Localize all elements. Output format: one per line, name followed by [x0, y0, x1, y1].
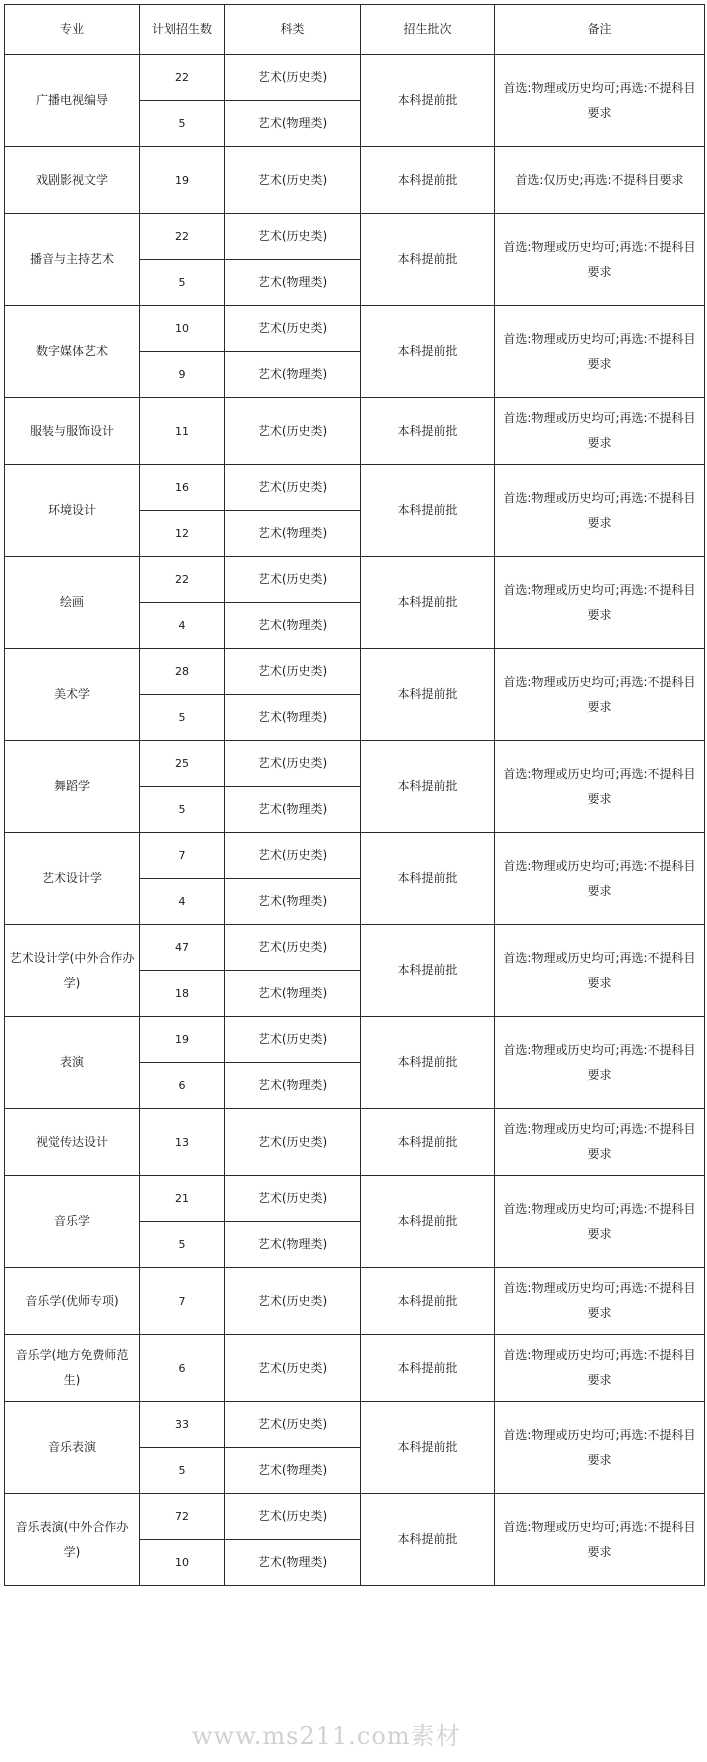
category-cell: 艺术(物理类) — [225, 787, 361, 833]
header-plan-count: 计划招生数 — [140, 5, 225, 55]
plan-count-cell: 47 — [140, 925, 225, 971]
note-cell: 首选:物理或历史均可;再选:不提科目要求 — [495, 741, 705, 833]
category-cell: 艺术(物理类) — [225, 603, 361, 649]
plan-count-cell: 28 — [140, 649, 225, 695]
note-cell: 首选:物理或历史均可;再选:不提科目要求 — [495, 1335, 705, 1402]
table-row — [5, 557, 705, 603]
table-row — [5, 55, 705, 101]
plan-count-cell: 4 — [140, 879, 225, 925]
watermark-text: www.ms211.com素材 — [192, 1722, 461, 1750]
note-cell: 首选:物理或历史均可;再选:不提科目要求 — [495, 465, 705, 557]
major-name-cell: 艺术设计学(中外合作办学) — [5, 925, 140, 1017]
batch-cell: 本科提前批 — [361, 55, 495, 147]
category-cell: 艺术(物理类) — [225, 352, 361, 398]
plan-count-cell: 6 — [140, 1335, 225, 1402]
batch-cell: 本科提前批 — [361, 741, 495, 833]
category-cell: 艺术(物理类) — [225, 101, 361, 147]
plan-count-cell: 22 — [140, 557, 225, 603]
note-cell: 首选:物理或历史均可;再选:不提科目要求 — [495, 306, 705, 398]
header-major: 专业 — [5, 5, 140, 55]
plan-count-cell: 5 — [140, 101, 225, 147]
plan-count-cell: 19 — [140, 1017, 225, 1063]
plan-count-cell: 5 — [140, 787, 225, 833]
major-name-cell: 绘画 — [5, 557, 140, 649]
note-cell: 首选:物理或历史均可;再选:不提科目要求 — [495, 214, 705, 306]
plan-count-cell: 9 — [140, 352, 225, 398]
admission-plan-sheet — [4, 4, 704, 1758]
note-cell: 首选:物理或历史均可;再选:不提科目要求 — [495, 55, 705, 147]
note-cell: 首选:物理或历史均可;再选:不提科目要求 — [495, 1017, 705, 1109]
category-cell: 艺术(物理类) — [225, 879, 361, 925]
plan-count-cell: 5 — [140, 1222, 225, 1268]
category-cell: 艺术(历史类) — [225, 1176, 361, 1222]
batch-cell: 本科提前批 — [361, 1402, 495, 1494]
category-cell: 艺术(历史类) — [225, 1402, 361, 1448]
table-row — [5, 1402, 705, 1448]
note-cell: 首选:物理或历史均可;再选:不提科目要求 — [495, 398, 705, 465]
plan-count-cell: 18 — [140, 971, 225, 1017]
category-cell: 艺术(历史类) — [225, 398, 361, 465]
table-row — [5, 649, 705, 695]
category-cell: 艺术(物理类) — [225, 1448, 361, 1494]
category-cell: 艺术(历史类) — [225, 55, 361, 101]
table-row — [5, 214, 705, 260]
category-cell: 艺术(历史类) — [225, 1268, 361, 1335]
admission-plan-table — [4, 4, 705, 1586]
major-name-cell: 表演 — [5, 1017, 140, 1109]
plan-count-cell: 16 — [140, 465, 225, 511]
batch-cell: 本科提前批 — [361, 398, 495, 465]
category-cell: 艺术(历史类) — [225, 147, 361, 214]
note-cell: 首选:物理或历史均可;再选:不提科目要求 — [495, 1494, 705, 1586]
header-category: 科类 — [225, 5, 361, 55]
batch-cell: 本科提前批 — [361, 925, 495, 1017]
category-cell: 艺术(历史类) — [225, 1017, 361, 1063]
major-name-cell: 戏剧影视文学 — [5, 147, 140, 214]
note-cell: 首选:物理或历史均可;再选:不提科目要求 — [495, 1402, 705, 1494]
batch-cell: 本科提前批 — [361, 1335, 495, 1402]
table-row — [5, 1017, 705, 1063]
note-cell: 首选:仅历史;再选:不提科目要求 — [495, 147, 705, 214]
plan-count-cell: 7 — [140, 833, 225, 879]
note-cell: 首选:物理或历史均可;再选:不提科目要求 — [495, 1268, 705, 1335]
table-body — [5, 55, 705, 1586]
plan-count-cell: 10 — [140, 1540, 225, 1586]
plan-count-cell: 7 — [140, 1268, 225, 1335]
table-row — [5, 1494, 705, 1540]
category-cell: 艺术(物理类) — [225, 1540, 361, 1586]
category-cell: 艺术(历史类) — [225, 649, 361, 695]
header-note: 备注 — [495, 5, 705, 55]
plan-count-cell: 72 — [140, 1494, 225, 1540]
table-row — [5, 1268, 705, 1335]
major-name-cell: 音乐学 — [5, 1176, 140, 1268]
note-cell: 首选:物理或历史均可;再选:不提科目要求 — [495, 925, 705, 1017]
table-row — [5, 147, 705, 214]
category-cell: 艺术(历史类) — [225, 306, 361, 352]
category-cell: 艺术(物理类) — [225, 511, 361, 557]
batch-cell: 本科提前批 — [361, 1494, 495, 1586]
table-row — [5, 306, 705, 352]
category-cell: 艺术(历史类) — [225, 925, 361, 971]
note-cell: 首选:物理或历史均可;再选:不提科目要求 — [495, 833, 705, 925]
category-cell: 艺术(物理类) — [225, 695, 361, 741]
plan-count-cell: 22 — [140, 214, 225, 260]
plan-count-cell: 25 — [140, 741, 225, 787]
major-name-cell: 音乐学(优师专项) — [5, 1268, 140, 1335]
plan-count-cell: 5 — [140, 1448, 225, 1494]
category-cell: 艺术(物理类) — [225, 1063, 361, 1109]
table-row — [5, 1176, 705, 1222]
major-name-cell: 美术学 — [5, 649, 140, 741]
table-row — [5, 465, 705, 511]
batch-cell: 本科提前批 — [361, 1017, 495, 1109]
batch-cell: 本科提前批 — [361, 1268, 495, 1335]
major-name-cell: 广播电视编导 — [5, 55, 140, 147]
category-cell: 艺术(物理类) — [225, 1222, 361, 1268]
batch-cell: 本科提前批 — [361, 649, 495, 741]
major-name-cell: 舞蹈学 — [5, 741, 140, 833]
batch-cell: 本科提前批 — [361, 557, 495, 649]
major-name-cell: 视觉传达设计 — [5, 1109, 140, 1176]
category-cell: 艺术(历史类) — [225, 1109, 361, 1176]
major-name-cell: 音乐表演(中外合作办学) — [5, 1494, 140, 1586]
batch-cell: 本科提前批 — [361, 1176, 495, 1268]
table-row — [5, 398, 705, 465]
category-cell: 艺术(历史类) — [225, 833, 361, 879]
major-name-cell: 艺术设计学 — [5, 833, 140, 925]
table-row — [5, 833, 705, 879]
major-name-cell: 服装与服饰设计 — [5, 398, 140, 465]
plan-count-cell: 4 — [140, 603, 225, 649]
category-cell: 艺术(历史类) — [225, 557, 361, 603]
plan-count-cell: 13 — [140, 1109, 225, 1176]
major-name-cell: 音乐表演 — [5, 1402, 140, 1494]
category-cell: 艺术(历史类) — [225, 1494, 361, 1540]
batch-cell: 本科提前批 — [361, 465, 495, 557]
table-row — [5, 925, 705, 971]
plan-count-cell: 33 — [140, 1402, 225, 1448]
header-batch: 招生批次 — [361, 5, 495, 55]
category-cell: 艺术(历史类) — [225, 465, 361, 511]
batch-cell: 本科提前批 — [361, 214, 495, 306]
note-cell: 首选:物理或历史均可;再选:不提科目要求 — [495, 1109, 705, 1176]
plan-count-cell: 19 — [140, 147, 225, 214]
batch-cell: 本科提前批 — [361, 306, 495, 398]
category-cell: 艺术(物理类) — [225, 260, 361, 306]
plan-count-cell: 21 — [140, 1176, 225, 1222]
note-cell: 首选:物理或历史均可;再选:不提科目要求 — [495, 649, 705, 741]
plan-count-cell: 11 — [140, 398, 225, 465]
batch-cell: 本科提前批 — [361, 1109, 495, 1176]
category-cell: 艺术(历史类) — [225, 1335, 361, 1402]
plan-count-cell: 12 — [140, 511, 225, 557]
major-name-cell: 数字媒体艺术 — [5, 306, 140, 398]
header-row — [5, 5, 705, 55]
plan-count-cell: 6 — [140, 1063, 225, 1109]
batch-cell: 本科提前批 — [361, 833, 495, 925]
category-cell: 艺术(历史类) — [225, 741, 361, 787]
major-name-cell: 环境设计 — [5, 465, 140, 557]
major-name-cell: 音乐学(地方免费师范生) — [5, 1335, 140, 1402]
table-row — [5, 1335, 705, 1402]
major-name-cell: 播音与主持艺术 — [5, 214, 140, 306]
plan-count-cell: 10 — [140, 306, 225, 352]
batch-cell: 本科提前批 — [361, 147, 495, 214]
table-row — [5, 1109, 705, 1176]
table-row — [5, 741, 705, 787]
note-cell: 首选:物理或历史均可;再选:不提科目要求 — [495, 557, 705, 649]
plan-count-cell: 5 — [140, 260, 225, 306]
plan-count-cell: 22 — [140, 55, 225, 101]
category-cell: 艺术(物理类) — [225, 971, 361, 1017]
category-cell: 艺术(历史类) — [225, 214, 361, 260]
note-cell: 首选:物理或历史均可;再选:不提科目要求 — [495, 1176, 705, 1268]
plan-count-cell: 5 — [140, 695, 225, 741]
